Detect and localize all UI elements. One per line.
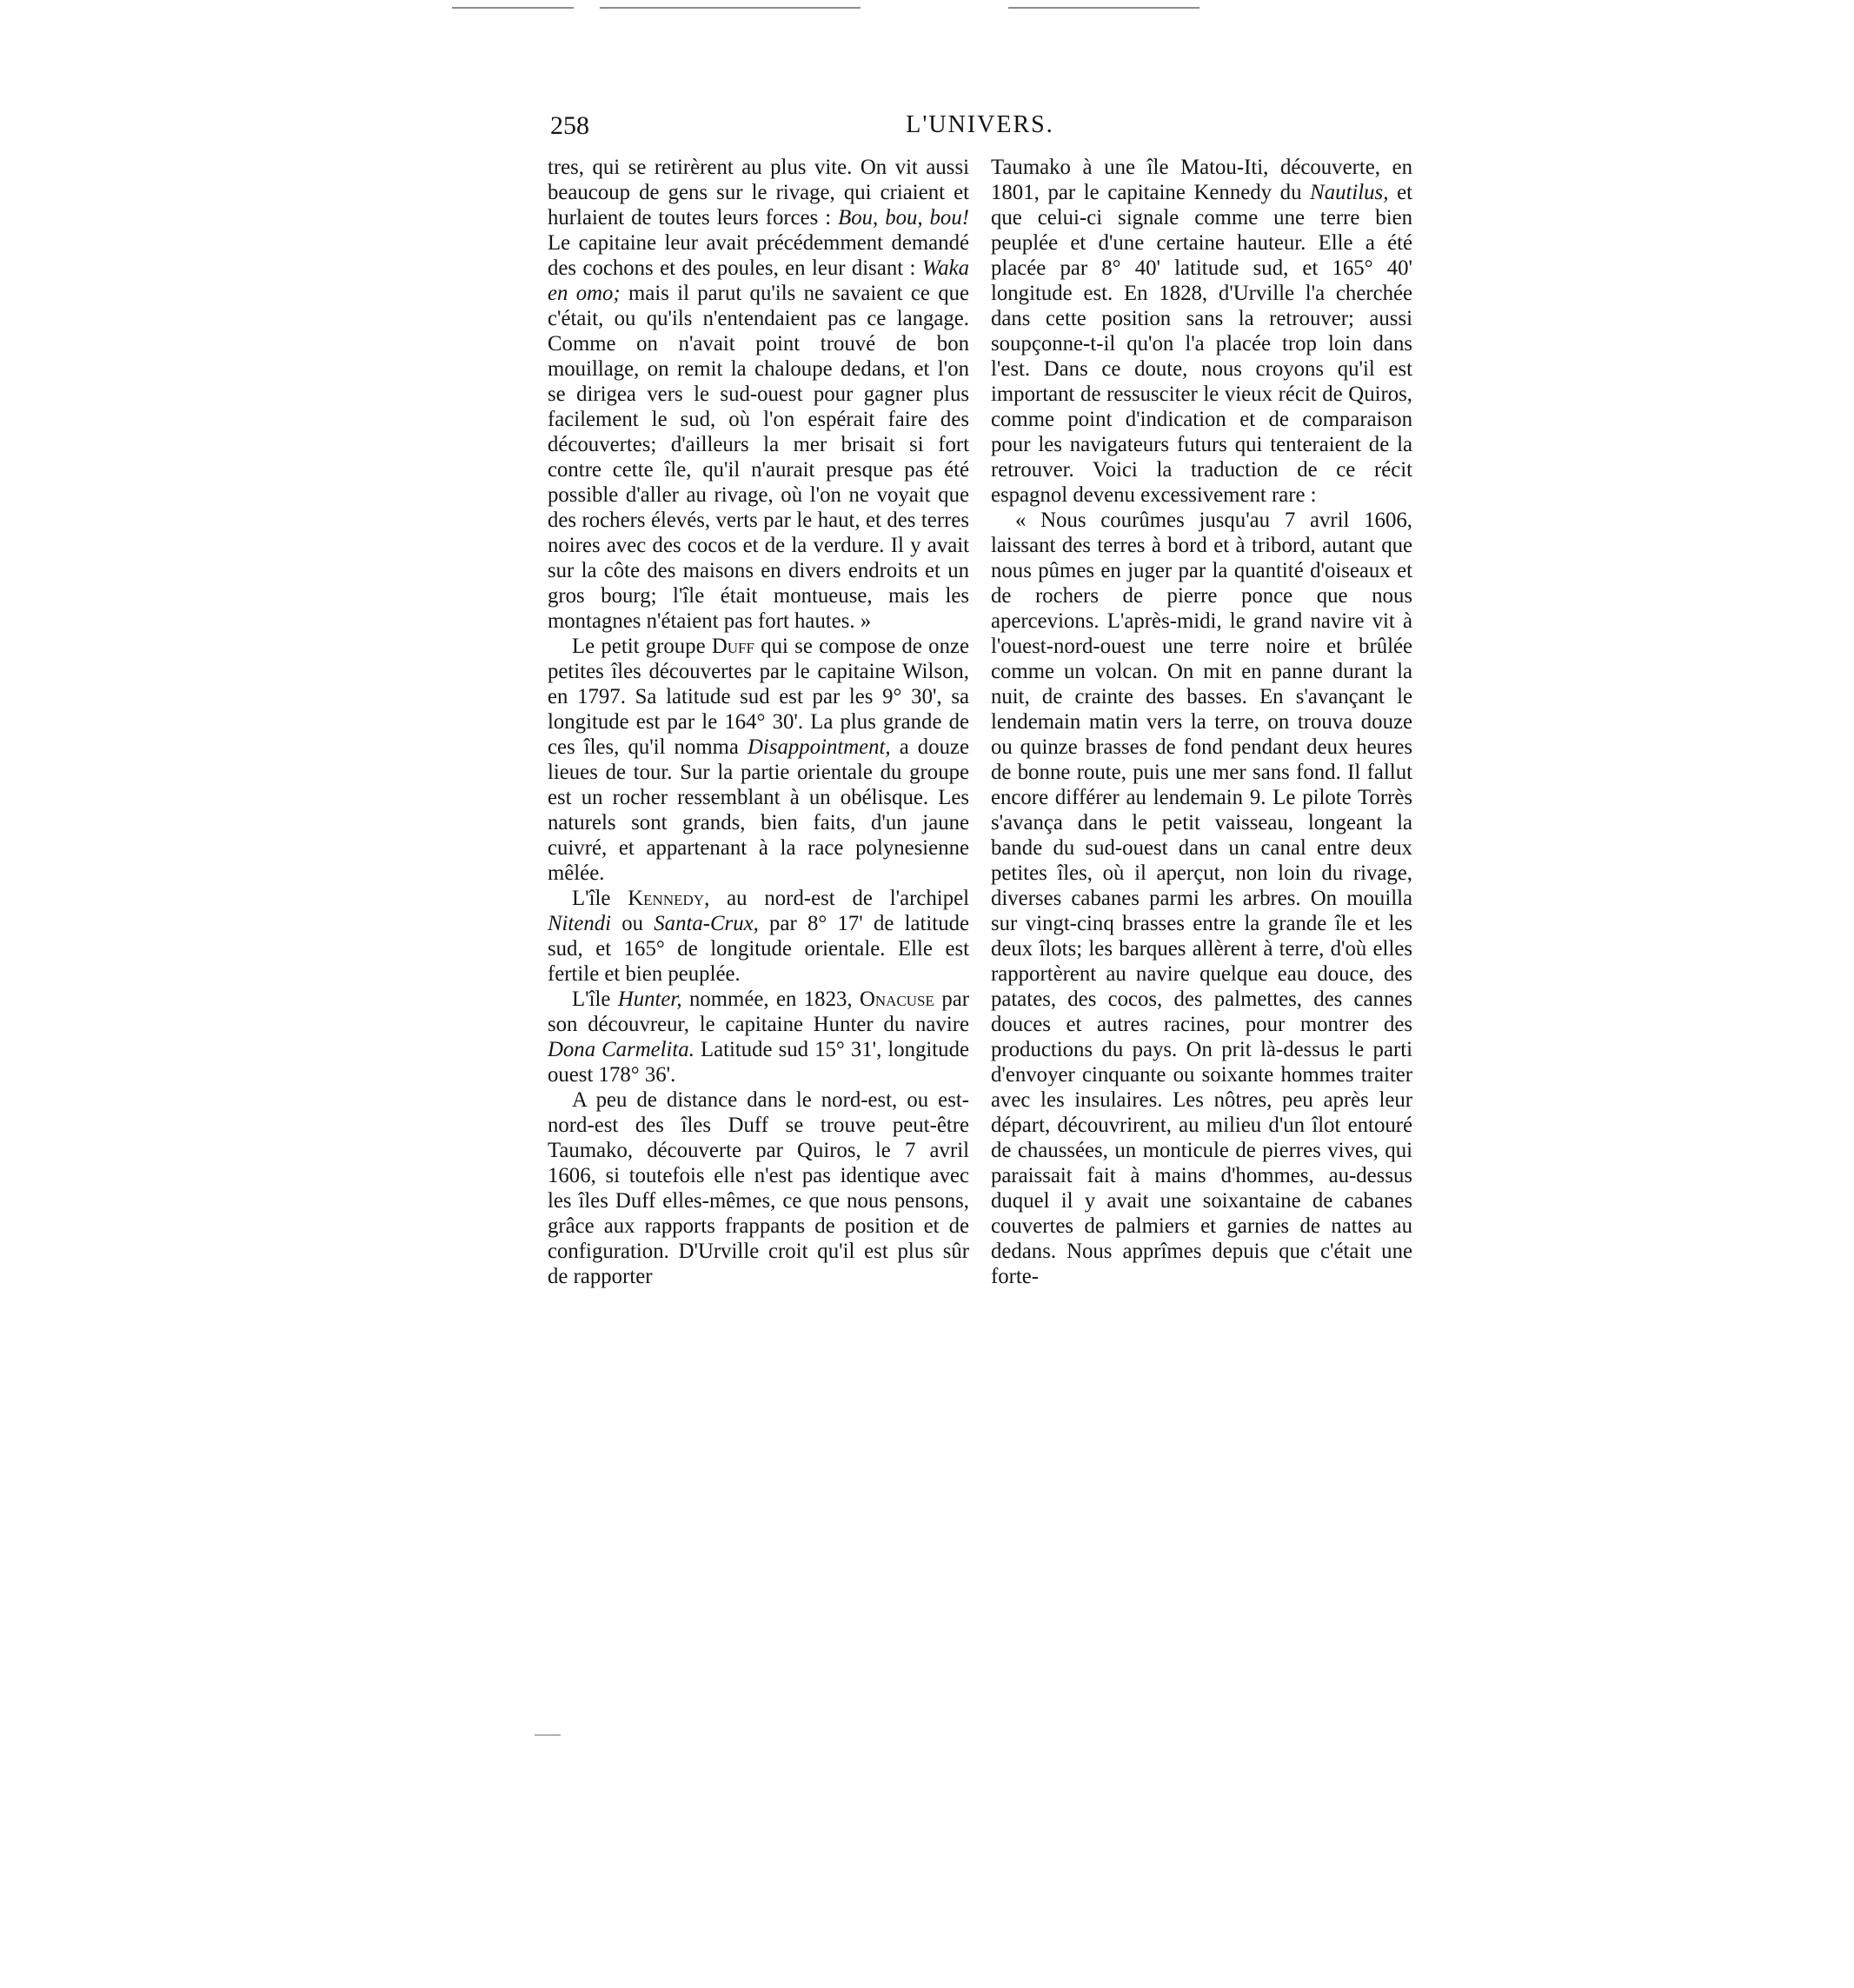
left-paragraph-4: L'île Hunter, nommée, en 1823, Onacuse par son découvreur, le capitaine Hunter du navire Dona Carmelita. Latitude sud 15° 31', longitude ouest 178° 36'. (548, 987, 969, 1087)
right-paragraph-1: Taumako à une île Matou-Iti, découverte, en 1801, par le capitaine Kennedy du Nautilus, et que celui-ci signale comme une terre bien peuplée et d'une certaine hauteur. Elle a été placée par 8° 40' latitude sud, et 165° 40' longitude est. En 1828, d'Urville l'a cherchée dans cette position sans la retrouver; aussi soupçonne-t-il qu'on l'a placée trop loin dans l'est. Dans ce doute, nous croyons qu'il est important de ressusciter le vieux récit de Quiros, comme point d'indication et de comparaison pour les navigateurs futurs qui tenteraient de la retrouver. Voici la traduction de ce récit espagnol devenu excessivement rare : (991, 156, 1412, 507)
right-paragraph-2: « Nous courûmes jusqu'au 7 avril 1606, laissant des terres à bord et à tribord, autant que nous pûmes en juger par la quantité d'oiseaux et de rochers de pierre ponce que nous apercevions. L'après-midi, le grand navire vit à l'ouest-nord-ouest une terre noire et brûlée comme un volcan. On mit en panne durant la nuit, de crainte des basses. En s'avançant le lendemain matin vers la terre, on trouva douze ou quinze brasses de fond pendant deux heures de bonne route, puis une mer sans fond. Il fallut encore différer au lendemain 9. Le pilote Torrès s'avança dans le petit vaisseau, longeant la bande du sud-ouest dans un canal entre deux petites îles, où il aperçut, non loin du rivage, diverses cabanes parmi les arbres. On mouilla sur vingt-cinq brasses entre la grande île et les deux îlots; les barques allèrent à terre, d'où elles rapportèrent au navire quelque eau douce, des patates, des cocos, des palmettes, des cannes douces et autres racines, pour montrer des productions du pays. On prit là-dessus le parti d'envoyer cinquante ou soixante hommes traiter avec les insulaires. Les nôtres, peu après leur départ, découvrirent, au milieu d'un îlot entouré de chaussées, un monticule de pierres vives, qui paraissait fait à mains d'hommes, au-dessus duquel il y avait une soixantaine de cabanes couvertes de palmiers et garnies de nattes au dedans. Nous apprîmes depuis que c'était une forte- (991, 509, 1412, 1288)
left-column (548, 155, 969, 1289)
right-column (991, 155, 1412, 1289)
page-number: 258 (550, 111, 589, 140)
left-paragraph-2: Le petit groupe Duff qui se compose de onze petites îles découvertes par le capitaine Wilson, en 1797. Sa latitude sud est par les 9° 30', sa longitude est par le 164° 30'. La plus grande de ces îles, qu'il nomma Disappointment, a douze lieues de tour. Sur la partie orientale du groupe est un rocher ressemblant à un obélisque. Les naturels sont grands, bien faits, d'un jaune cuivré, et appartenant à la race polynesienne mêlée. (548, 635, 969, 885)
document-page (548, 111, 1412, 1289)
left-paragraph-3: L'île Kennedy, au nord-est de l'archipel Nitendi ou Santa-Crux, par 8° 17' de latitude sud, et 165° de longitude orientale. Elle est fertile et bien peuplée. (548, 887, 969, 986)
scan-edge-mark-left (452, 7, 574, 9)
scan-footer-mark (535, 1734, 561, 1736)
left-paragraph-5: A peu de distance dans le nord-est, ou est-nord-est des îles Duff se trouve peut-être Taumako, découverte par Quiros, le 7 avril 1606, si toutefois elle n'est pas identique avec les îles Duff elles-mêmes, ce que nous pensons, grâce aux rapports frappants de position et de configuration. D'Urville croit qu'il est plus sûr de rapporter (548, 1088, 969, 1288)
running-head (548, 111, 1412, 155)
running-title: L'UNIVERS. (906, 111, 1054, 138)
left-paragraph-1: tres, qui se retirèrent au plus vite. On vit aussi beaucoup de gens sur le rivage, qui criaient et hurlaient de toutes leurs forces : Bou, bou, bou! Le capitaine leur avait précédemment demandé des cochons et des poules, en leur disant : Waka en omo; mais il parut qu'ils ne savaient ce que c'était, ou qu'ils n'entendaient pas ce langage. Comme on n'avait point trouvé de bon mouillage, on remit la chaloupe dedans, et l'on se dirigea vers le sud-ouest pour gagner plus facilement le sud, où l'on espérait faire des découvertes; d'ailleurs la mer brisait si fort contre cette île, qu'il n'aurait presque pas été possible d'aller au rivage, où l'on ne voyait que des rochers élevés, verts par le haut, et des terres noires avec des cocos et de la verdure. Il y avait sur la côte des maisons en divers endroits et un gros bourg; l'île était montueuse, mais les montagnes n'étaient pas fort hautes. » (548, 156, 970, 633)
text-columns (548, 155, 1412, 1289)
scan-edge-mark-right (1008, 7, 1199, 9)
scan-edge-mark-center (600, 7, 861, 9)
